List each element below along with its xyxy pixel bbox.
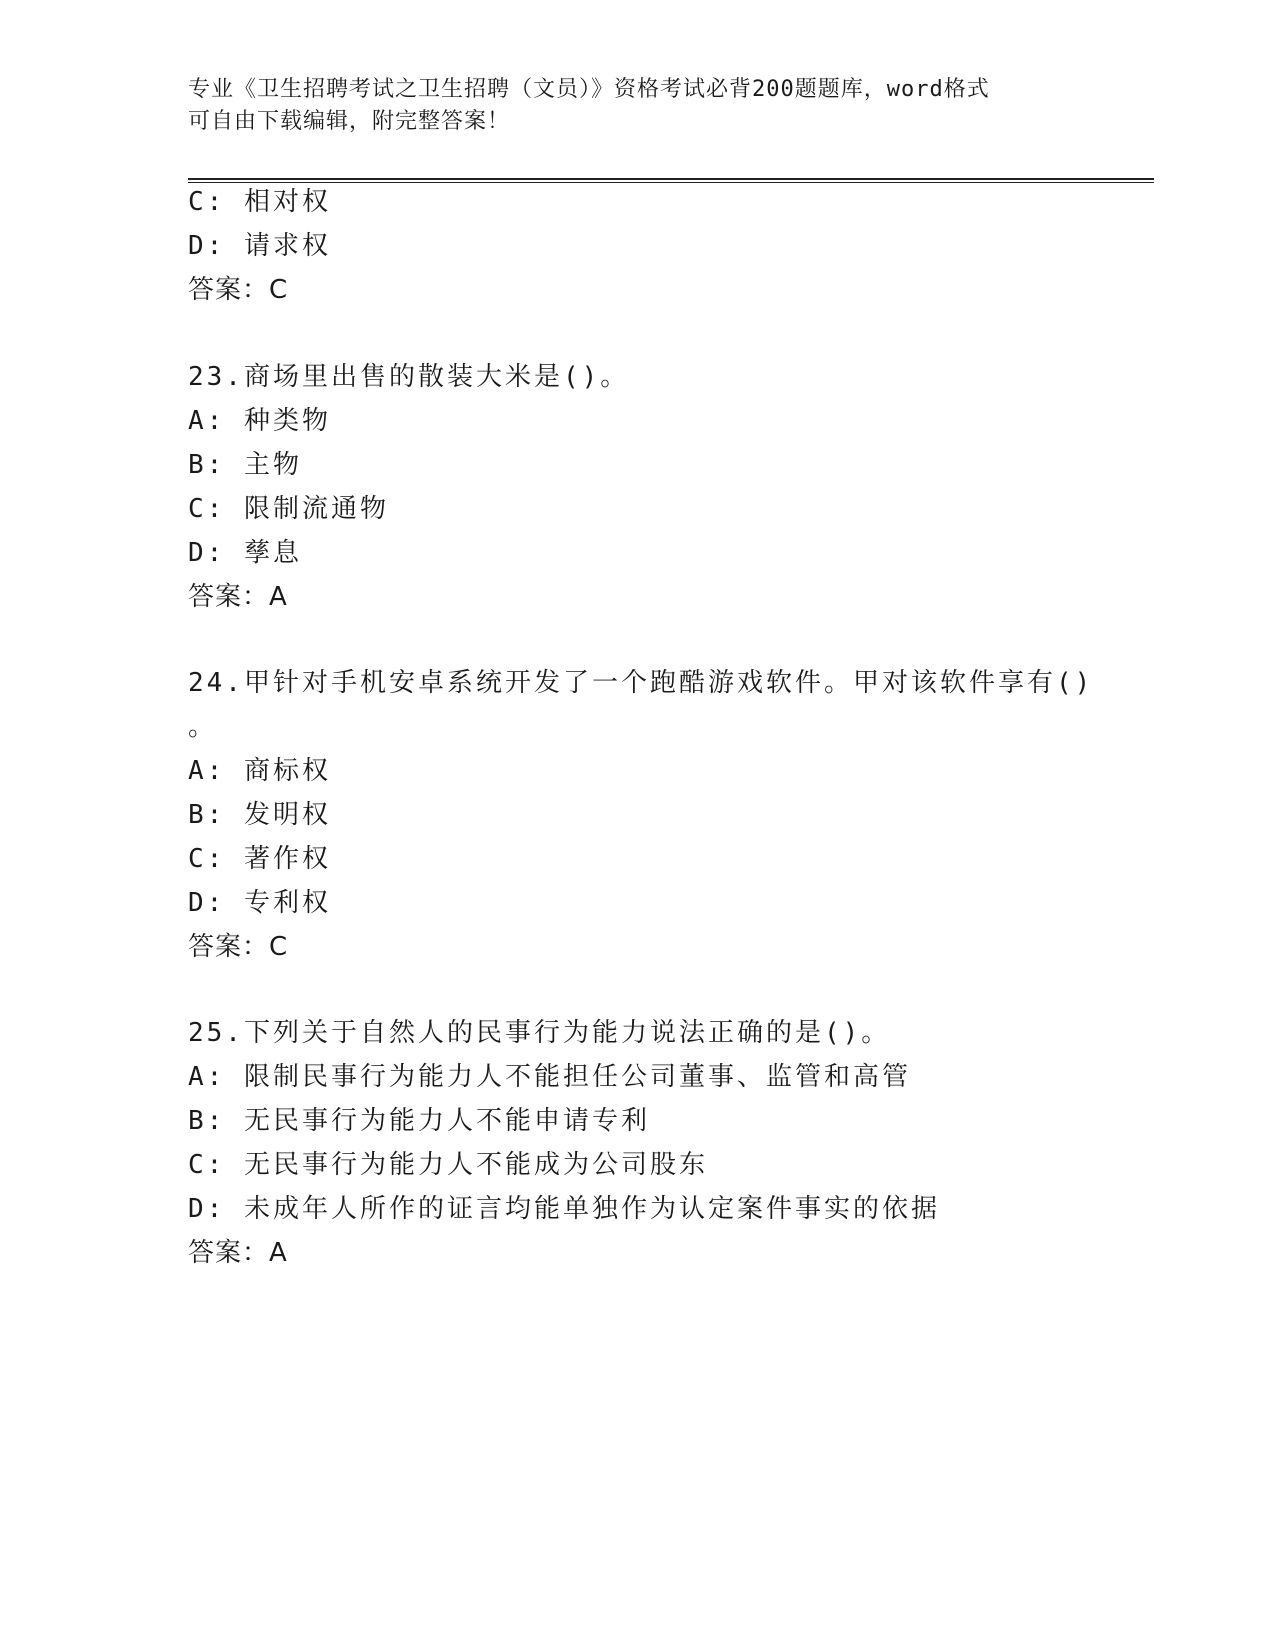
q25-stem: 25.下列关于自然人的民事行为能力说法正确的是()。 — [188, 1018, 891, 1048]
q24-option-c: C: 著作权 — [188, 844, 331, 874]
q23-option-d: D: 孳息 — [188, 538, 302, 568]
header-title-line2: 可自由下载编辑，附完整答案！ — [188, 109, 511, 134]
q23-option-c: C: 限制流通物 — [188, 494, 389, 524]
q25-option-b: B: 无民事行为能力人不能申请专利 — [188, 1106, 650, 1136]
q22-option-c: C: 相对权 — [188, 187, 331, 217]
q22-answer: 答案：C — [188, 275, 289, 305]
q25-answer: 答案：A — [188, 1238, 288, 1268]
q24-answer: 答案：C — [188, 932, 289, 962]
q24-option-b: B: 发明权 — [188, 800, 331, 830]
q24-option-a: A: 商标权 — [188, 756, 331, 786]
q23-option-b: B: 主物 — [188, 450, 302, 480]
header-title-line1: 专业《卫生招聘考试之卫生招聘（文员）》资格考试必背200题题库，word格式 — [188, 77, 990, 102]
q23-answer: 答案：A — [188, 582, 288, 612]
header-divider — [188, 178, 1154, 183]
q23-stem: 23.商场里出售的散装大米是()。 — [188, 362, 630, 392]
q24-stem-line2: 。 — [188, 712, 218, 742]
q23-option-a: A: 种类物 — [188, 406, 331, 436]
document-header — [188, 74, 1088, 138]
q25-option-c: C: 无民事行为能力人不能成为公司股东 — [188, 1150, 708, 1180]
q22-option-d: D: 请求权 — [188, 231, 331, 261]
q24-option-d: D: 专利权 — [188, 888, 331, 918]
q24-stem-line1: 24.甲针对手机安卓系统开发了一个跑酷游戏软件。甲对该软件享有() — [188, 668, 1094, 698]
q25-option-d: D: 未成年人所作的证言均能单独作为认定案件事实的依据 — [188, 1194, 940, 1224]
q25-option-a: A: 限制民事行为能力人不能担任公司董事、监管和高管 — [188, 1062, 911, 1092]
